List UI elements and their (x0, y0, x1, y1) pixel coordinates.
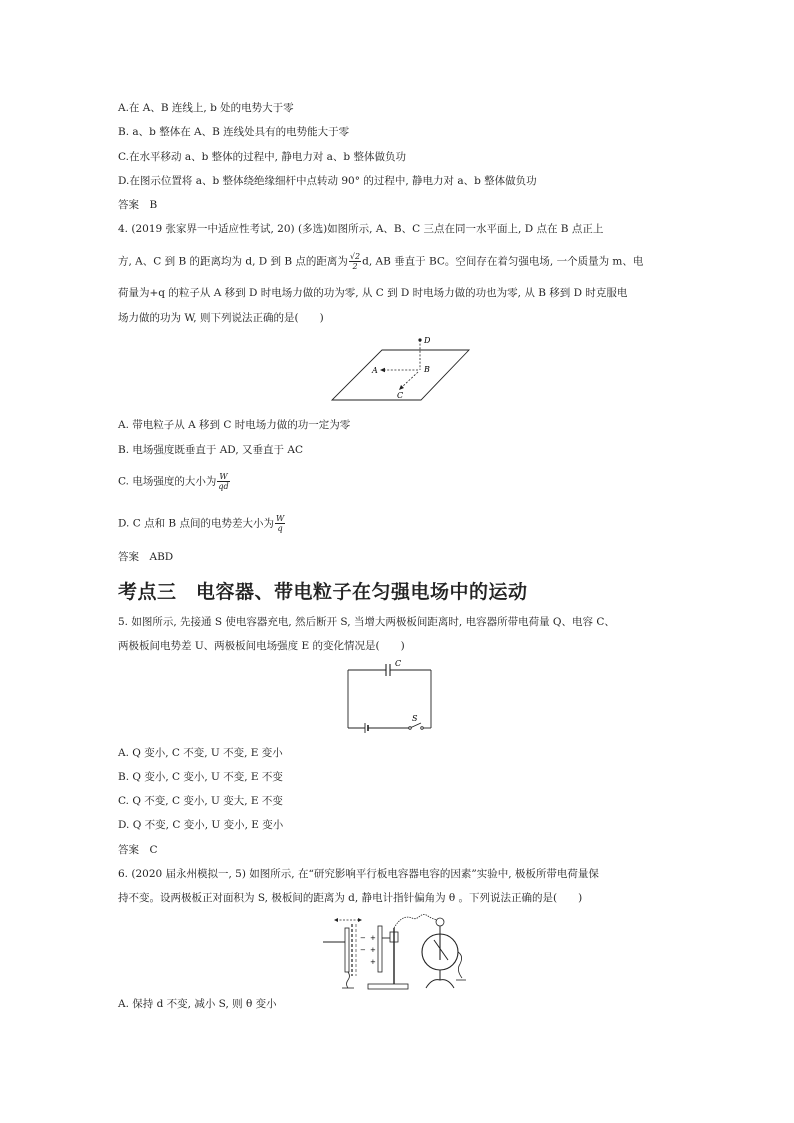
q6-option-a: A. 保持 d 不变, 减小 S, 则 θ 变小 (118, 998, 277, 1010)
q4-option-d-den: q (277, 524, 283, 533)
q3-option-a: A.在 A、B 连线上, b 处的电势大于零 (118, 102, 294, 114)
section-title: 考点三 电容器、带电粒子在匀强电场中的运动 (118, 581, 528, 603)
stand-base (368, 984, 408, 989)
plus-charges-3: + (370, 958, 376, 966)
q4-fraction (349, 252, 361, 271)
q4-option-c-num: W (217, 472, 229, 482)
q4-option-a: A. 带电粒子从 A 移到 C 时电场力做的功一定为零 (118, 419, 351, 431)
minus-charges-2: − (360, 946, 366, 954)
q4-line-2-post: d, AB 垂直于 BC。空间存在着匀强电场, 一个质量为 m、电 (362, 255, 644, 268)
q4-option-d (118, 514, 286, 533)
switch-contact (421, 727, 424, 730)
electrometer-knob (436, 918, 444, 926)
q3-option-b: B. a、b 整体在 A、B 连线处具有的电势能大于零 (118, 126, 350, 138)
q4-plane-figure (330, 330, 475, 405)
q4-line-1: 4. (2019 张家界一中适应性考试, 20) (多选)如图所示, A、B、C 三点在同一水平面上, D 点在 B 点正上 (118, 223, 604, 235)
q3-option-c: C.在水平移动 a、b 整体的过程中, 静电力对 a、b 整体做负功 (118, 151, 406, 163)
q5-line-1: 5. 如图所示, 先接通 S 使电容器充电, 然后断开 S, 当增大两极板间距离时, 电容器所带电荷量 Q、电容 C、 (118, 616, 615, 628)
move-arrow-left (334, 918, 338, 922)
plus-charges-2: + (370, 946, 376, 954)
q3-option-d: D.在图示位置将 a、b 整体绕绝缘细杆中点转动 90° 的过程中, 静电力对 a、b 整体做负功 (118, 175, 537, 187)
q5-line-2: 两极板间电势差 U、两极板间电场强度 E 的变化情况是( ) (118, 640, 405, 652)
capacitor-label: C (395, 659, 402, 668)
connecting-wire (394, 915, 438, 929)
bc-arrowhead (399, 385, 404, 390)
q4-fraction-num: √2 (349, 252, 361, 261)
right-plate (378, 926, 382, 972)
ground-wire-right (458, 952, 462, 978)
switch-blade (411, 723, 421, 728)
q5-circuit-figure (345, 658, 435, 734)
q4-option-d-fraction (275, 514, 285, 533)
label-a: A (372, 366, 378, 375)
q5-option-c: C. Q 不变, C 变小, U 变大, E 不变 (118, 795, 283, 807)
ground-wire-left (347, 972, 350, 988)
left-plate-body (345, 928, 349, 972)
q3-answer: 答案 B (118, 199, 158, 211)
q4-option-c-fraction (217, 472, 229, 491)
q5-option-d: D. Q 不变, C 变小, U 变小, E 变小 (118, 819, 284, 831)
q4-option-d-text: D. C 点和 B 点间的电势差大小为 (118, 517, 274, 530)
q4-option-c-den: qd (218, 482, 229, 491)
q4-answer: 答案 ABD (118, 551, 174, 563)
label-c: C (397, 391, 404, 400)
q4-line-3: 荷量为+q 的粒子从 A 移到 D 时电场力做的功为零, 从 C 到 D 时电场力做的功也为零, 从 B 移到 D 时克服电 (118, 287, 628, 299)
q6-line-1: 6. (2020 届永州模拟一, 5) 如图所示, 在“研究影响平行板电容器电容的因素”实验中, 极板所带电荷量保 (118, 868, 599, 880)
q6-line-2: 持不变。设两极板正对面积为 S, 极板间的距离为 d, 静电计指针偏角为 θ 。下列说法正确的是( ) (118, 892, 583, 904)
bc-dashed-line (402, 372, 418, 387)
q4-line-2 (118, 252, 643, 271)
q4-line-2-pre: 方, A、C 到 B 的距离均为 d, D 到 B 点的距离为 (118, 255, 348, 268)
label-b: B (424, 365, 430, 374)
q4-option-c-text: C. 电场强度的大小为 (118, 475, 217, 488)
q5-option-a: A. Q 变小, C 不变, U 不变, E 变小 (118, 747, 283, 759)
q6-electrometer-figure (320, 908, 468, 992)
q4-option-b: B. 电场强度既垂直于 AD, 又垂直于 AC (118, 444, 303, 456)
q4-option-d-num: W (275, 514, 285, 523)
ba-arrowhead (380, 368, 385, 372)
q4-line-4: 场力做的功为 W, 则下列说法正确的是( ) (118, 312, 324, 324)
minus-charges: − (360, 934, 366, 942)
move-arrow-right (358, 918, 362, 922)
label-d: D (424, 336, 431, 345)
q4-fraction-den: 2 (352, 262, 358, 271)
switch-label: S (412, 714, 418, 723)
q4-option-c (118, 472, 231, 491)
electrometer-feet (426, 980, 454, 988)
q5-option-b: B. Q 变小, C 变小, U 不变, E 不变 (118, 771, 283, 783)
plus-charges: + (370, 934, 376, 942)
q5-answer: 答案 C (118, 844, 158, 856)
